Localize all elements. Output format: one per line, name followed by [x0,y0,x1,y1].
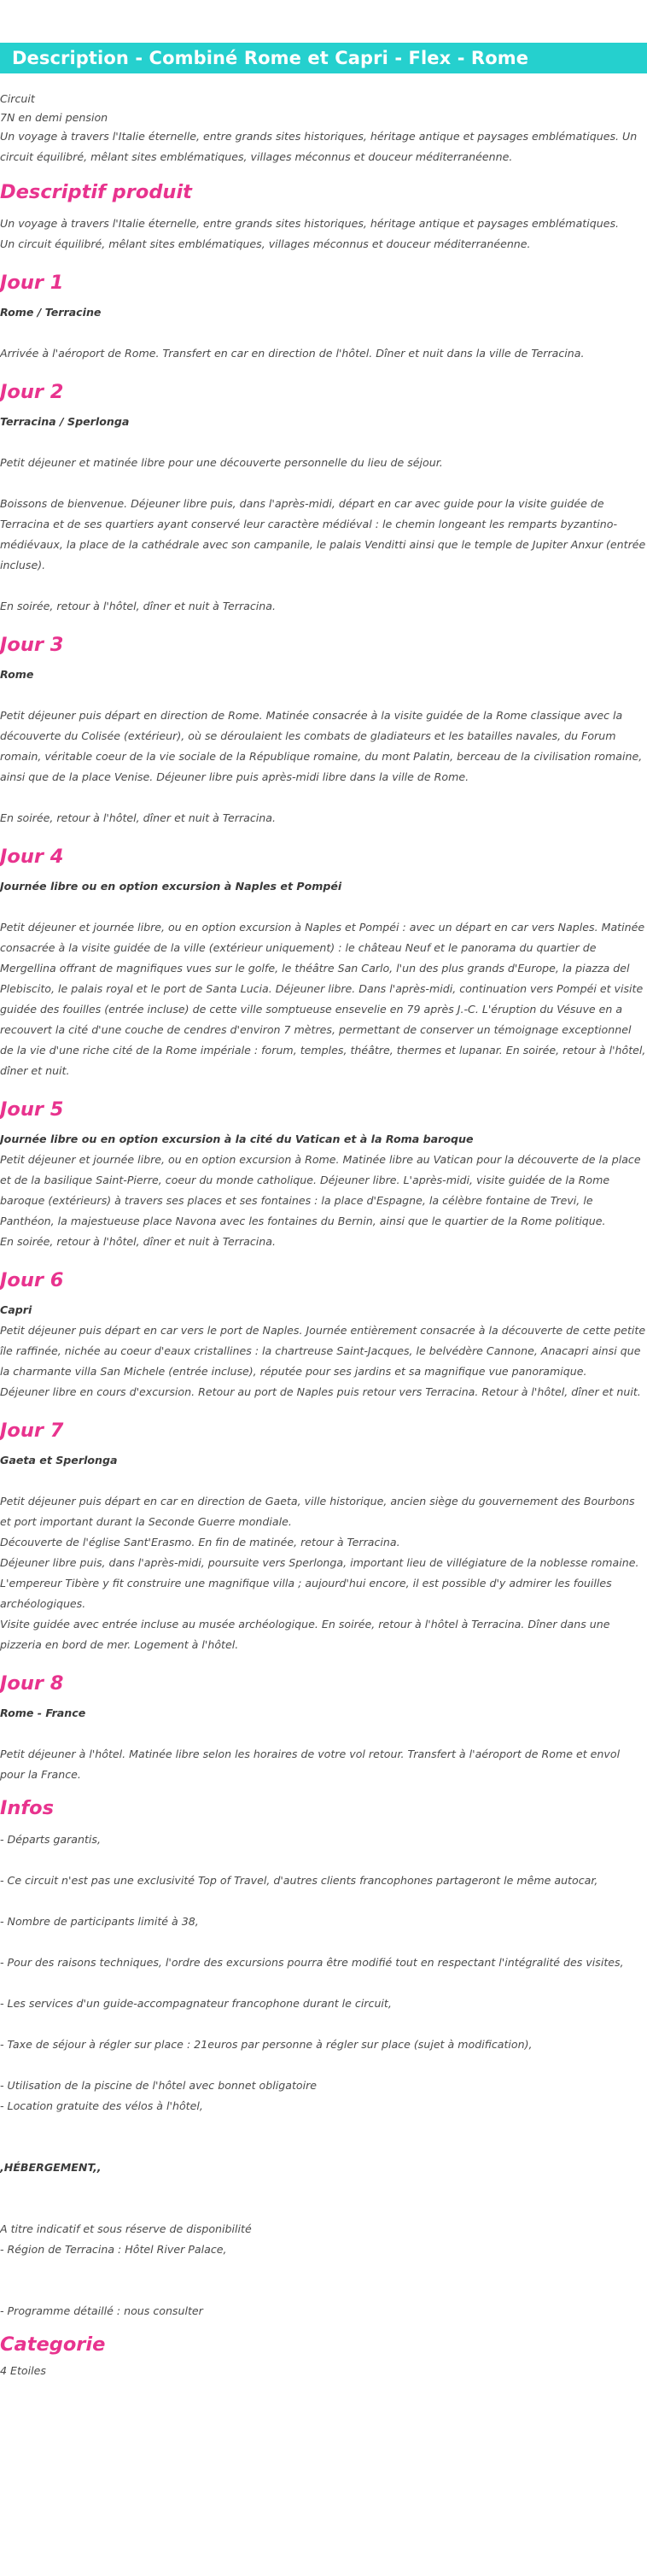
day-paragraph: Petit déjeuner à l'hôtel. Matinée libre selon les horaires de votre vol retour. Transfert à l'aéroport de Rome et envol pour la France. [0,1748,621,1781]
section-title-infos: Infos [0,1797,55,1819]
day-subtitle: Rome - France [0,1707,86,1719]
day-paragraph: Petit déjeuner et matinée libre pour une découverte personnelle du lieu de séjour. [0,456,443,469]
day-subtitle: Journée libre ou en option excursion à Naples et Pompéi [0,880,342,893]
day-paragraph: Arrivée à l'aéroport de Rome. Transfert en car en direction de l'hôtel. Dîner et nuit dans la ville de Terracina. [0,347,585,360]
day-title: Jour 6 [0,1269,64,1291]
day-subtitle: Capri [0,1303,32,1316]
day-section [0,1252,647,1402]
day-paragraph: Petit déjeuner et journée libre, ou en option excursion à Rome. Matinée libre au Vatican pour la découverte de la place et de la basilique Saint-Pierre, coeur du monde catholique. Déjeuner libre. L'après-midi, visite guidée de la Rome baroque (extérieurs) à travers ses places et ses fontaines : la place d'Espagne, la célèbre fontaine de Trevi, le Panthéon, la majestueuse place Navona avec les fontaines du Bernin, ainsi que le quartier de la Rome politique. En soirée, retour à l'hôtel, dîner et nuit à Terracina. [0,1153,641,1248]
intro-block [0,89,647,167]
day-section [0,1655,647,1785]
section-title-descriptif: Descriptif produit [0,181,192,203]
programme-note: - Programme détaillé : nous consulter [0,2304,203,2317]
day-paragraph: Petit déjeuner et journée libre, ou en option excursion à Naples et Pompéi : avec un départ en car vers Naples. Matinée consacrée à la visite guidée de la ville (extérieur uniquement) : le château Neuf et le panorama du quartier de Mergellina offrant de magnifiques vues sur le golfe, le théâtre San Carlo, l'un des plus grands d'Europe, la piazza del Plebiscito, le palais royal et le port de Santa Lucia. Déjeuner libre. Dans l'après-midi, continuation vers Pompéi et visite guidée des fouilles (entrée incluse) de cette ville somptueuse ensevelie en 79 après J.-C. L'éruption du Vésuve en a recouvert la cité d'une couche de cendres d'environ 7 mètres, permettant de conserver un témoignage exceptionnel de la vie d'une riche cité de la Rome impériale : forum, temples, théâtre, thermes et lupanar. En soirée, retour à l'hôtel, dîner et nuit. [0,921,646,1077]
itinerary [0,255,647,1785]
day-paragraph: En soirée, retour à l'hôtel, dîner et nuit à Terracina. [0,600,276,612]
page [0,43,647,2381]
day-section [0,1402,647,1655]
infos-list [0,1830,647,2116]
info-item: - Départs garantis, [0,1833,101,1846]
day-title: Jour 5 [0,1098,64,1121]
day-subtitle: Journée libre ou en option excursion à la cité du Vatican et à la Roma baroque [0,1133,474,1145]
descriptif-text: Un voyage à travers l'Italie éternelle, entre grands sites historiques, héritage antique et paysages emblématiques. Un circuit équilibré, mêlant sites emblématiques, villages méconnus et douceur méditerranéenne. [0,217,620,250]
day-title: Jour 7 [0,1420,64,1442]
day-subtitle: Terracina / Sperlonga [0,415,130,428]
day-subtitle: Gaeta et Sperlonga [0,1454,118,1467]
day-title: Jour 2 [0,381,64,403]
day-paragraph: En soirée, retour à l'hôtel, dîner et nuit à Terracina. [0,811,276,824]
info-item: - Ce circuit n'est pas une exclusivité Top of Travel, d'autres clients francophones partageront le même autocar, [0,1874,598,1887]
day-title: Jour 4 [0,846,64,868]
info-item: - Nombre de participants limité à 38, [0,1915,199,1928]
day-paragraph: Petit déjeuner puis départ en direction de Rome. Matinée consacrée à la visite guidée de la Rome classique avec la découverte du Colisée (extérieur), où se déroulaient les combats de gladiateurs et les batailles navales, du Forum romain, véritable coeur de la vie sociale de la République romaine, du mont Palatin, berceau de la civilisation romaine, ainsi que de la place Venise. Déjeuner libre puis après-midi libre dans la ville de Rome. [0,709,643,783]
day-section [0,255,647,364]
day-section [0,828,647,1081]
day-section [0,364,647,617]
info-item: - Les services d'un guide-accompagnateur francophone durant le circuit, [0,1997,392,2010]
day-subtitle: Rome / Terracine [0,306,102,319]
day-paragraph: Petit déjeuner puis départ en car en direction de Gaeta, ville historique, ancien siège du gouvernement des Bourbons et port important durant la Seconde Guerre mondiale. Découverte de l'église Sant'Erasmo. En fin de matinée, retour à Terracina. Déjeuner libre puis, dans l'après-midi, poursuite vers Sperlonga, important lieu de villégiature de la noblesse romaine. L'empereur Tibère y fit construire une magnifique villa ; aujourd'hui encore, il est possible d'y admirer les fouilles archéologiques. Visite guidée avec entrée incluse au musée archéologique. En soirée, retour à l'hôtel à Terracina. Dîner dans une pizzeria en bord de mer. Logement à l'hôtel. [0,1495,639,1651]
day-title: Jour 3 [0,634,64,656]
intro-line: Circuit [0,92,35,105]
intro-line: Un voyage à travers l'Italie éternelle, entre grands sites historiques, héritage antique et paysages emblématiques. Un circuit équilibré, mêlant sites emblématiques, villages méconnus et douceur méditerranéenne. [0,130,638,163]
day-subtitle: Rome [0,668,34,681]
day-paragraph: Boissons de bienvenue. Déjeuner libre puis, dans l'après-midi, départ en car avec guide pour la visite guidée de Terracina et de ses quartiers ayant conservé leur caractère médiéval : le chemin longeant les remparts byzantino-médiévaux, la place de la cathédrale avec son campanile, le palais Venditti ainsi que le temple de Jupiter Anxur (entrée incluse). [0,497,646,571]
categorie-value: 4 Etoiles [0,2364,46,2377]
day-title: Jour 1 [0,272,64,294]
info-item: - Pour des raisons techniques, l'ordre des excursions pourra être modifié tout en respectant l'intégralité des visites, [0,1956,624,1969]
info-item: - Taxe de séjour à régler sur place : 21euros par personne à régler sur place (sujet à modification), [0,2038,533,2051]
day-section [0,1081,647,1252]
page-title: Description - Combiné Rome et Capri - Flex - Rome [12,48,529,68]
info-item: - Utilisation de la piscine de l'hôtel avec bonnet obligatoire - Location gratuite des vélos à l'hôtel, [0,2079,318,2112]
intro-line: 7N en demi pension [0,111,108,124]
content [0,73,647,2381]
hebergement-title: ,HÉBERGEMENT,, [0,2161,102,2174]
day-title: Jour 8 [0,1672,64,1695]
day-section [0,617,647,828]
title-banner [0,43,647,73]
hebergement-lines: A titre indicatif et sous réserve de disponibilité - Région de Terracina : Hôtel River Palace, [0,2222,252,2256]
day-paragraph: Petit déjeuner puis départ en car vers le port de Naples. Journée entièrement consacrée à la découverte de cette petite île raffinée, nichée au coeur d'eaux cristallines : la chartreuse Saint-Jacques, le belvédère Cannone, Anacapri ainsi que la charmante villa San Michele (entrée incluse), réputée pour ses jardins et sa magnifique vue panoramique. Déjeuner libre en cours d'excursion. Retour au port de Naples puis retour vers Terracina. Retour à l'hôtel, dîner et nuit. [0,1324,646,1398]
section-title-categorie: Categorie [0,2333,106,2356]
